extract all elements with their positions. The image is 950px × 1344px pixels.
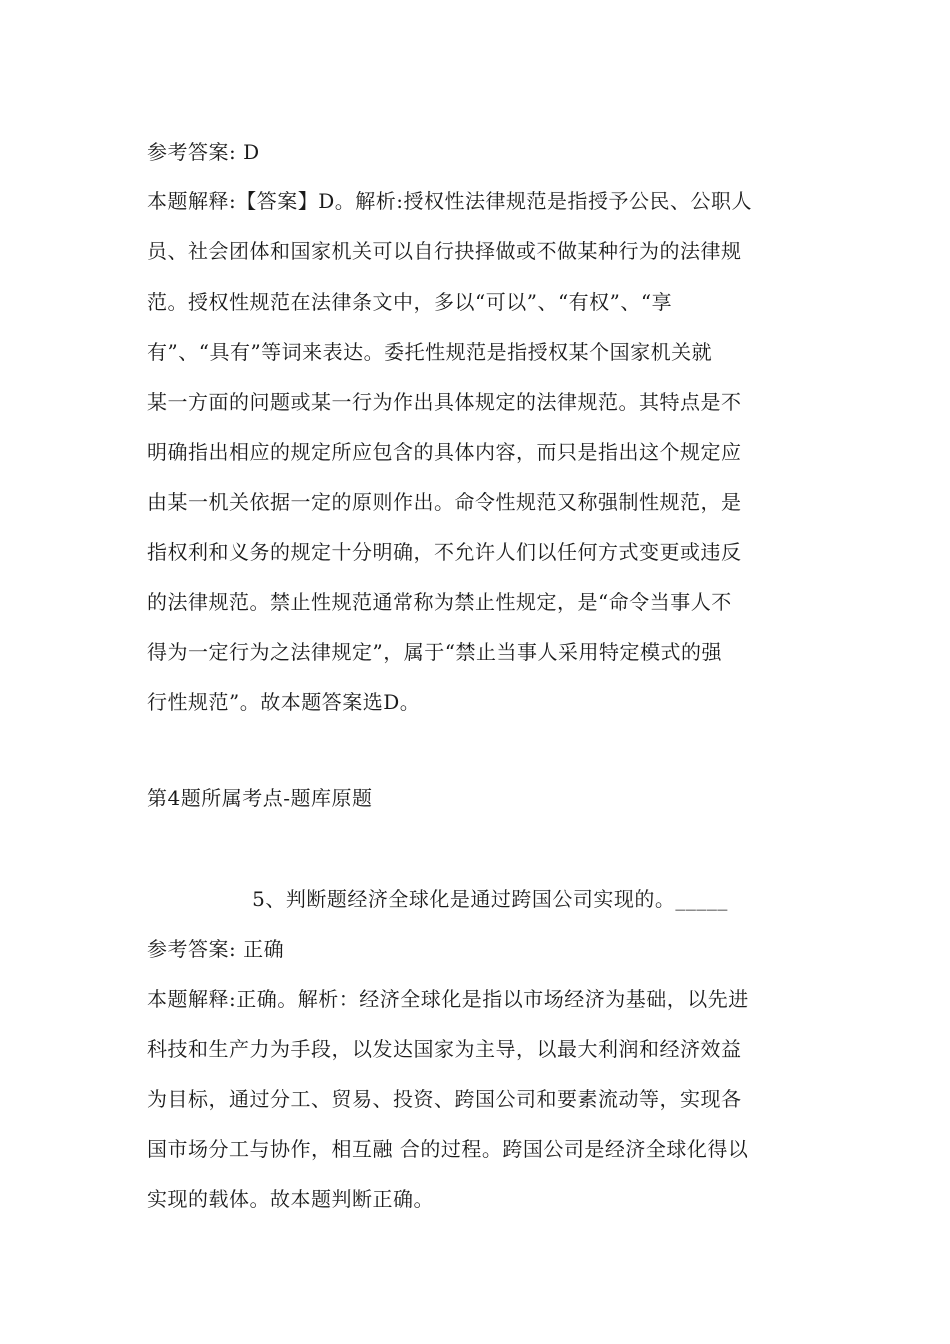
- question-5: 5、判断题经济全球化是通过跨国公司实现的。_____: [252, 887, 728, 911]
- explanation-line: 得为一定行为之法律规定”，属于“禁止当事人采用特定模式的强: [147, 640, 722, 664]
- explanation-line: 本题解释:【答案】D。解析:授权性法律规范是指授予公民、公职人: [147, 189, 753, 213]
- answer-line-q5: 参考答案: 正确: [147, 937, 285, 961]
- explanation-line: 员、社会团体和国家机关可以自行抉择做或不做某种行为的法律规: [147, 239, 742, 263]
- explanation-line: 国市场分工与协作，相互融 合的过程。跨国公司是经济全球化得以: [147, 1137, 749, 1161]
- explanation-line: 指权利和义务的规定十分明确，不允许人们以任何方式变更或违反: [147, 540, 742, 564]
- explanation-line: 科技和生产力为手段，以发达国家为主导，以最大利润和经济效益: [147, 1037, 742, 1061]
- explanation-line: 本题解释:正确。解析：经济全球化是指以市场经济为基础，以先进: [147, 987, 749, 1011]
- topic-line: 第4题所属考点-题库原题: [147, 786, 373, 810]
- answer-line-q4: 参考答案: D: [147, 140, 260, 164]
- explanation-line: 行性规范”。故本题答案选D。: [147, 690, 421, 714]
- explanation-line: 的法律规范。禁止性规范通常称为禁止性规定，是“命令当事人不: [147, 590, 732, 614]
- explanation-line: 为目标，通过分工、贸易、投资、跨国公司和要素流动等，实现各: [147, 1087, 742, 1111]
- explanation-line: 实现的载体。故本题判断正确。: [147, 1187, 434, 1211]
- explanation-line: 明确指出相应的规定所应包含的具体内容，而只是指出这个规定应: [147, 440, 742, 464]
- explanation-line: 有”、“具有”等词来表达。委托性规范是指授权某个国家机关就: [147, 340, 713, 364]
- explanation-line: 由某一机关依据一定的原则作出。命令性规范又称强制性规范，是: [147, 490, 742, 514]
- explanation-line: 某一方面的问题或某一行为作出具体规定的法律规范。其特点是不: [147, 390, 742, 414]
- explanation-line: 范。授权性规范在法律条文中，多以“可以”、“有权”、“享: [147, 290, 673, 314]
